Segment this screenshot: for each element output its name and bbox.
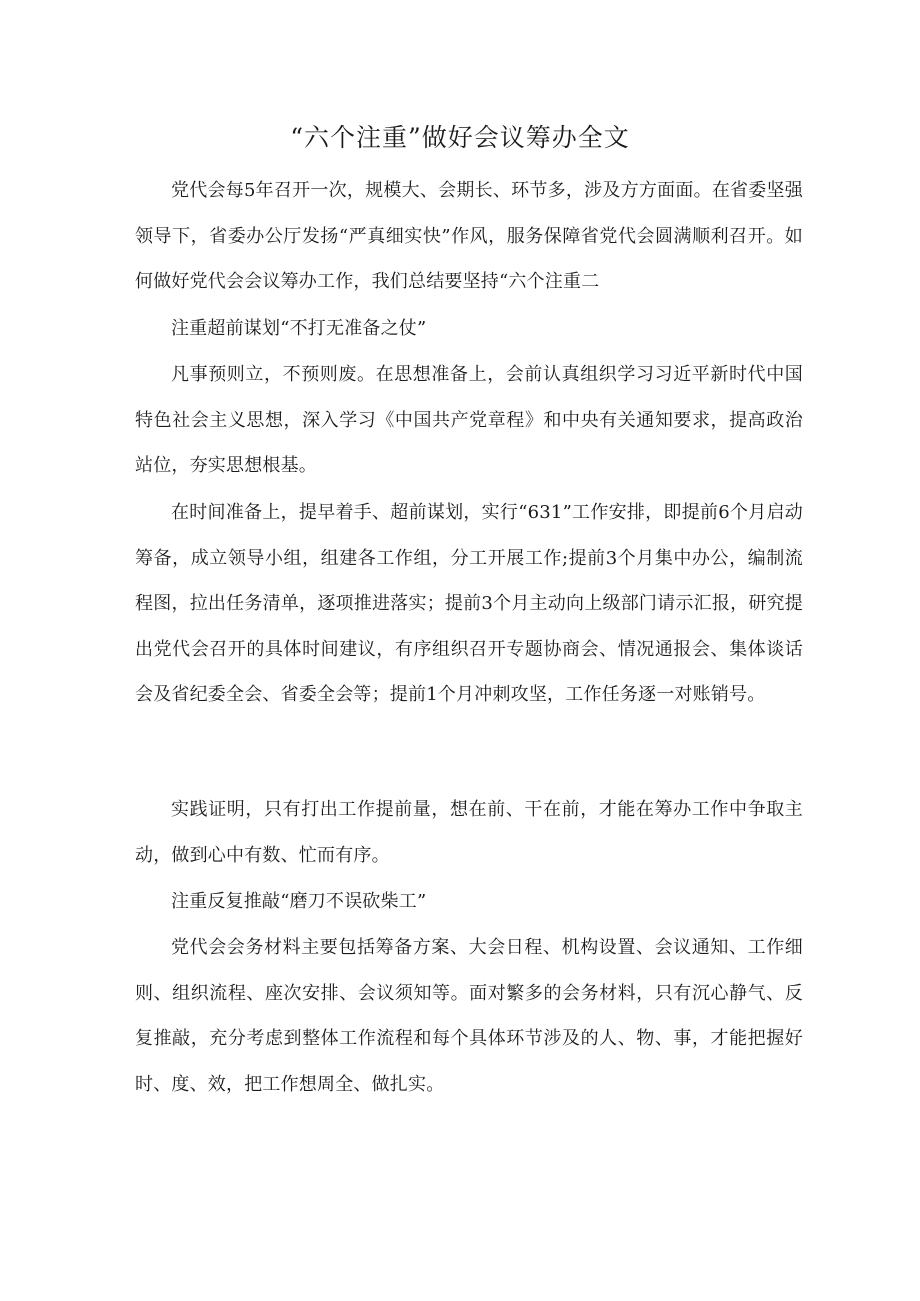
paragraph-intro: 党代会每5年召开一次，规模大、会期长、环节多，涉及方方面面。在省委坚强领导下，省委办公厅发扬“严真细实快”作风，服务保障省党代会圆满顺利召开。如何做好党代会会议筹办工作，我们总结要坚持“六个注重二	[135, 180, 803, 292]
section-heading-planning: 注重超前谋划“不打无准备之仗”	[171, 318, 427, 339]
paragraph-mental-preparation: 凡事预则立，不预则废。在思想准备上，会前认真组织学习习近平新时代中国特色社会主义思想，深入学习《中国共产党章程》和中央有关通知要求，提高政治站位，夯实思想根基。	[135, 364, 803, 476]
paragraph-conference-materials: 党代会会务材料主要包括筹备方案、大会日程、机构设置、会议通知、工作细则、组织流程、座次安排、会议须知等。面对繁多的会务材料，只有沉心静气、反复推敲，充分考虑到整体工作流程和每个具体环节涉及的人、物、事，才能把握好时、度、效，把工作想周全、做扎实。	[135, 937, 803, 1095]
document-title: “六个注重”做好会议筹办全文	[290, 123, 630, 152]
section-heading-deliberation: 注重反复推敲“磨刀不误砍柴工”	[171, 891, 427, 912]
paragraph-time-preparation: 在时间准备上，提早着手、超前谋划，实行“631”工作安排，即提前6个月启动筹备，成立领导小组，组建各工作组，分工开展工作;提前3个月集中办公，编制流程图，拉出任务清单，逐项推进落实；提前3个月主动向上级部门请示汇报，研究提出党代会召开的具体时间建议，有序组织召开专题协商会、情况通报会、集体谈话会及省纪委全会、省委全会等；提前1个月冲刺攻坚，工作任务逐一对账销号。	[135, 502, 803, 705]
paragraph-practice-proof: 实践证明，只有打出工作提前量，想在前、干在前，才能在筹办工作中争取主动，做到心中有数、忙而有序。	[135, 799, 803, 866]
